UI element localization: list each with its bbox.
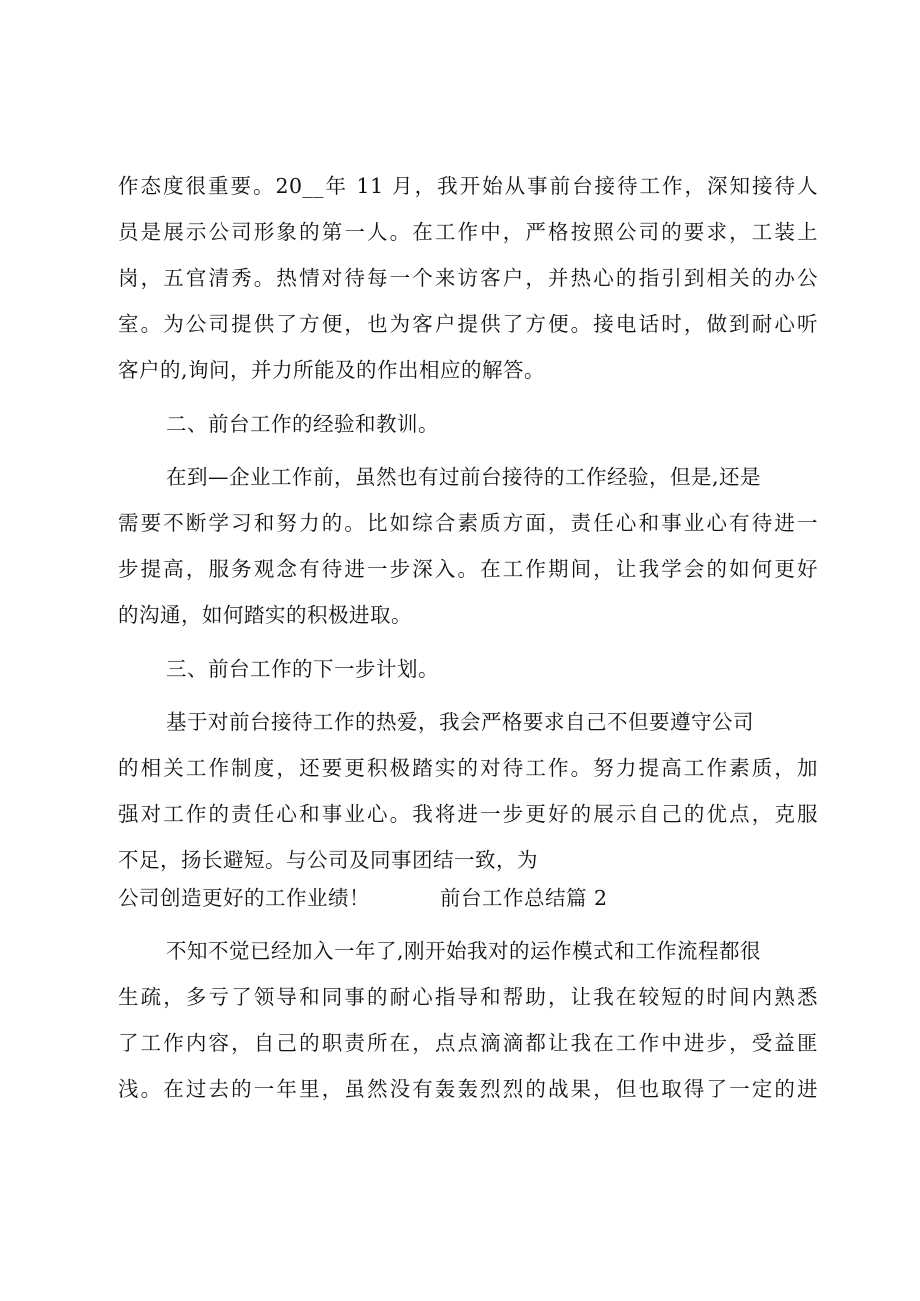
paragraph-line: 需要不断学习和努力的。比如综合素质方面，责任心和事业心有待进一 xyxy=(118,511,818,535)
section-heading-3: 三、前台工作的下一步计划。 xyxy=(166,657,439,681)
paragraph-line: 了工作内容，自己的职责所在，点点滴滴都让我在工作中进步，受益匪 xyxy=(118,1031,818,1055)
paragraph-line: 作态度很重要。20__年 11 月，我开始从事前台接待工作，深知接待人 xyxy=(118,174,818,198)
paragraph-line: 浅。在过去的一年里，虽然没有轰轰烈烈的战果，但也取得了一定的进 xyxy=(118,1077,818,1101)
paragraph-line: 强对工作的责任心和事业心。我将进一步更好的展示自己的优点，克服 xyxy=(118,802,818,826)
paragraph-line: 岗，五官清秀。热情对待每一个来访客户，并热心的指引到相关的办公 xyxy=(118,266,818,290)
paragraph-line: 不知不觉已经加入一年了,刚开始我对的运作模式和工作流程都很 xyxy=(166,939,762,963)
paragraph-line: 的沟通，如何踏实的积极进取。 xyxy=(118,603,412,627)
paragraph-line: 基于对前台接待工作的热爱，我会严格要求自己不但要遵守公司 xyxy=(166,710,754,734)
paragraph-line: 客户的,询问，并力所能及的作出相应的解答。 xyxy=(118,358,546,382)
paragraph-line: 不足，扬长避短。与公司及同事团结一致，为 xyxy=(118,848,538,872)
paragraph-line: 生疏，多亏了领导和同事的耐心指导和帮助，让我在较短的时间内熟悉 xyxy=(118,985,818,1009)
paragraph-line: 的相关工作制度，还要更积极踏实的对待工作。努力提高工作素质，加 xyxy=(118,756,818,780)
paragraph-line: 在到—企业工作前，虽然也有过前台接待的工作经验，但是,还是 xyxy=(166,465,762,489)
paragraph-line: 步提高，服务观念有待进一步深入。在工作期间，让我学会的如何更好 xyxy=(118,557,818,581)
section-heading-2: 二、前台工作的经验和教训。 xyxy=(166,412,439,436)
paragraph-line: 员是展示公司形象的第一人。在工作中，严格按照公司的要求，工装上 xyxy=(118,220,818,244)
article-title: 前台工作总结篇 2 xyxy=(440,886,608,910)
paragraph-line: 公司创造更好的工作业绩！ xyxy=(118,886,370,910)
paragraph-line: 室。为公司提供了方便，也为客户提供了方便。接电话时，做到耐心听 xyxy=(118,312,818,336)
